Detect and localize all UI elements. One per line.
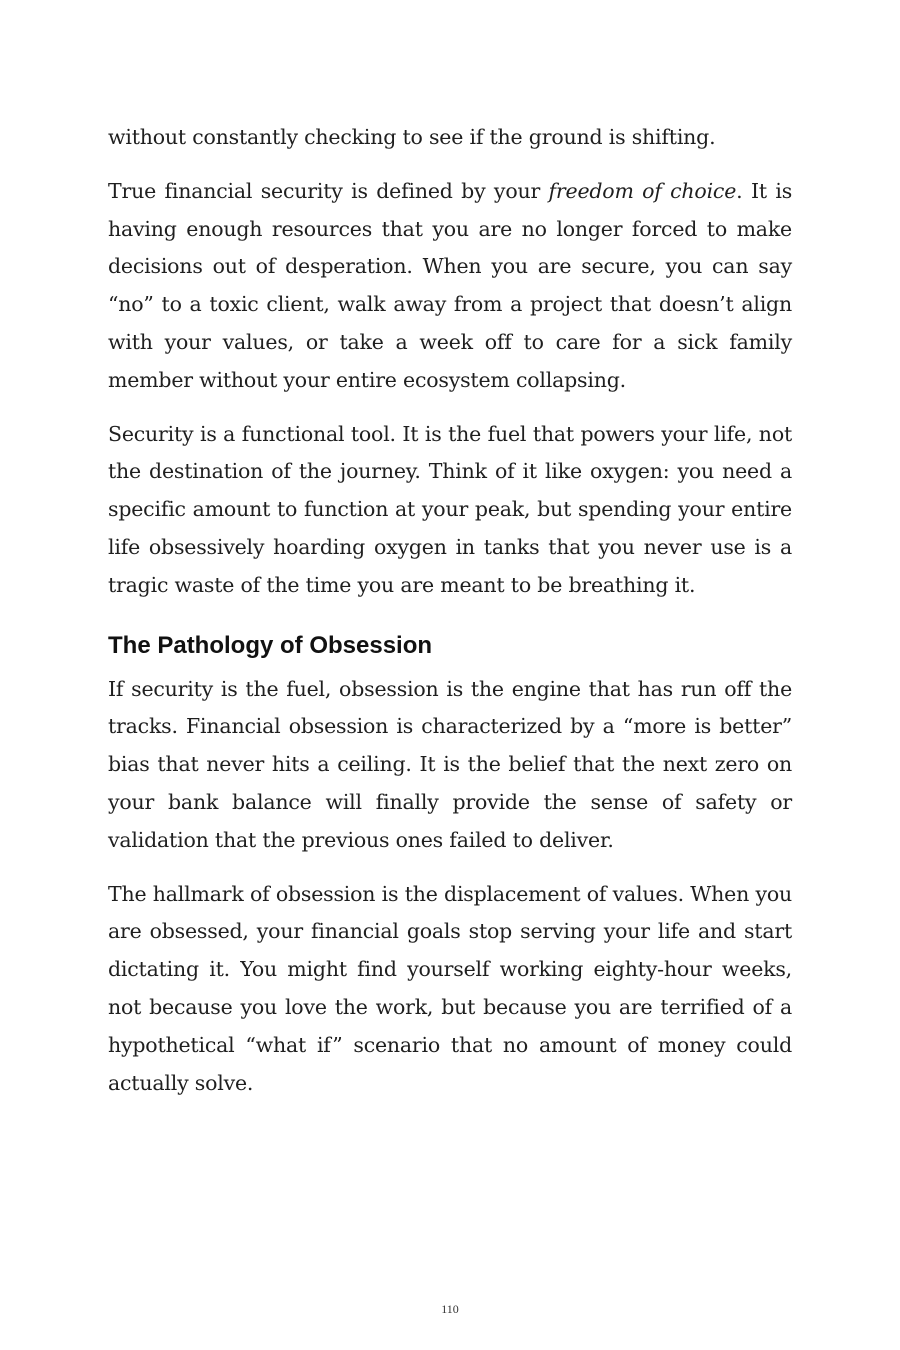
page-body — [108, 119, 792, 1118]
section-heading: The Pathology of Obsession — [108, 631, 433, 659]
emphasis-text: freedom of choice — [548, 178, 737, 203]
paragraph-continuation: without constantly checking to see if the ground is shifting. — [108, 125, 716, 149]
paragraph-obsession-engine: If security is the fuel, obsession is the engine that has run off the tracks. Financial obsession is characterized by a “more is better” bias that never hits a ceiling. It is the belief that the next zero on your bank balance will finally provide the sense of safety or validation that the previous ones failed to deliver. — [108, 676, 792, 852]
paragraph-text: True financial security is defined by your — [108, 178, 549, 203]
paragraph-functional-tool: Security is a functional tool. It is the fuel that powers your life, not the destination of the journey. Think of it like oxygen: you need a specific amount to function at your peak, but spending your entire life obsessively hoarding oxygen in tanks that you never use is a tragic waste of the time you are meant to be breathing it. — [108, 421, 792, 597]
paragraph-text: . It is having enough resources that you are no longer forced to make decisions out of desperation. When you are secure, you can say “no” to a toxic client, walk away from a project that doesn’t align with your values, or take a week off to care for a sick family member without your entire ecosystem collapsing. — [108, 178, 793, 392]
paragraph-displacement-of-values: The hallmark of obsession is the displacement of values. When you are obsessed, your financial goals stop serving your life and start dictating it. You might find yourself working eighty-hour weeks, not because you love the work, but because you are terrified of a hypothetical “what if” scenario that no amount of money could actually solve. — [108, 881, 792, 1095]
paragraph-financial-security — [108, 173, 792, 400]
page-number: 110 — [441, 1302, 459, 1316]
